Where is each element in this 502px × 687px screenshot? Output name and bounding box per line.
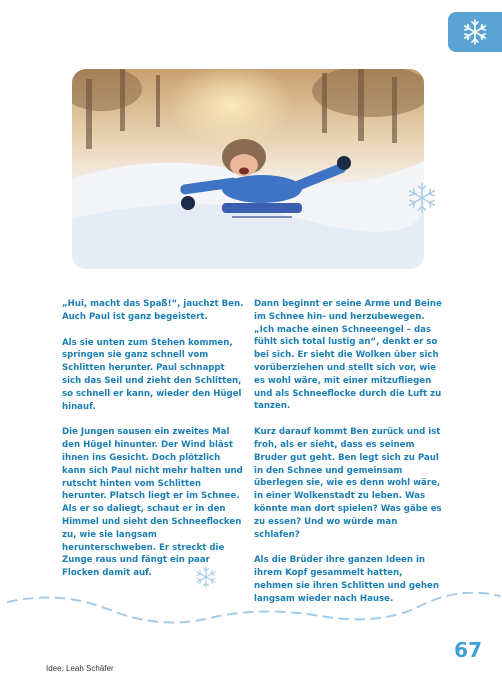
story-paragraph: Als sie unten zum Stehen kommen, springen sie ganz schnell vom Schlitten herunter. Paul schnappt sich das Seil und zieht den Schlitten, so schnell er kann, wieder den Hügel hinauf.	[62, 337, 242, 412]
story-paragraph: Dann beginnt er seine Arme und Beine im Schnee hin- und herzubewegen. „Ich mache einen Schneeengel – das fühlt sich total lustig an“, denkt er so bei sich. Er sieht die Wolken über sich vorüberziehen und stellt sich vor, wie es wohl wäre, mit einer mitzufliegen und als Schneeflocke durch die Luft zu tanzen.	[254, 299, 442, 412]
page-number: 67	[454, 638, 482, 662]
story-column-right	[254, 298, 442, 619]
snowflake-icon	[460, 17, 490, 47]
story-paragraph: „Hui, macht das Spaß!“, jauchzt Ben. Auch Paul ist ganz begeistert.	[62, 299, 244, 322]
photo-illustration	[72, 69, 424, 269]
sledding-photo	[72, 69, 424, 269]
story-paragraph: Als die Brüder ihre ganzen Ideen in ihrem Kopf gesammelt hatten, nehmen sie ihren Schlitten und gehen langsam wieder nach Hause.	[254, 555, 439, 604]
snowflake-icon	[404, 180, 440, 216]
story-column-left	[62, 298, 246, 593]
chapter-tab	[448, 12, 502, 52]
author-credit: Idee: Leah Schäfer	[46, 664, 114, 673]
dashed-wave-divider	[0, 592, 502, 636]
snowflake-icon	[193, 564, 219, 590]
story-paragraph: Die Jungen sausen ein zweites Mal den Hügel hinunter. Der Wind bläst ihnen ins Gesicht. Doch plötzlich kann sich Paul nicht mehr halten und rutscht hinten vom Schlitten herunter. Platsch liegt er im Schnee. Als er so daliegt, schaut er in den Himmel und sieht den Schneeflocken zu, wie sie langsam herunterschweben. Er streckt die Zunge raus und fängt ein paar Flocken damit auf.	[62, 427, 243, 579]
story-paragraph: Kurz darauf kommt Ben zurück und ist froh, als er sieht, dass es seinem Bruder gut geht. Ben legt sich zu Paul in den Schnee und gemeinsam überlegen sie, wie es denn wohl wäre, in einer Wolkenstadt zu leben. Was könnte man dort spielen? Was gäbe es zu essen? Und wo würde man schlafen?	[254, 427, 442, 540]
